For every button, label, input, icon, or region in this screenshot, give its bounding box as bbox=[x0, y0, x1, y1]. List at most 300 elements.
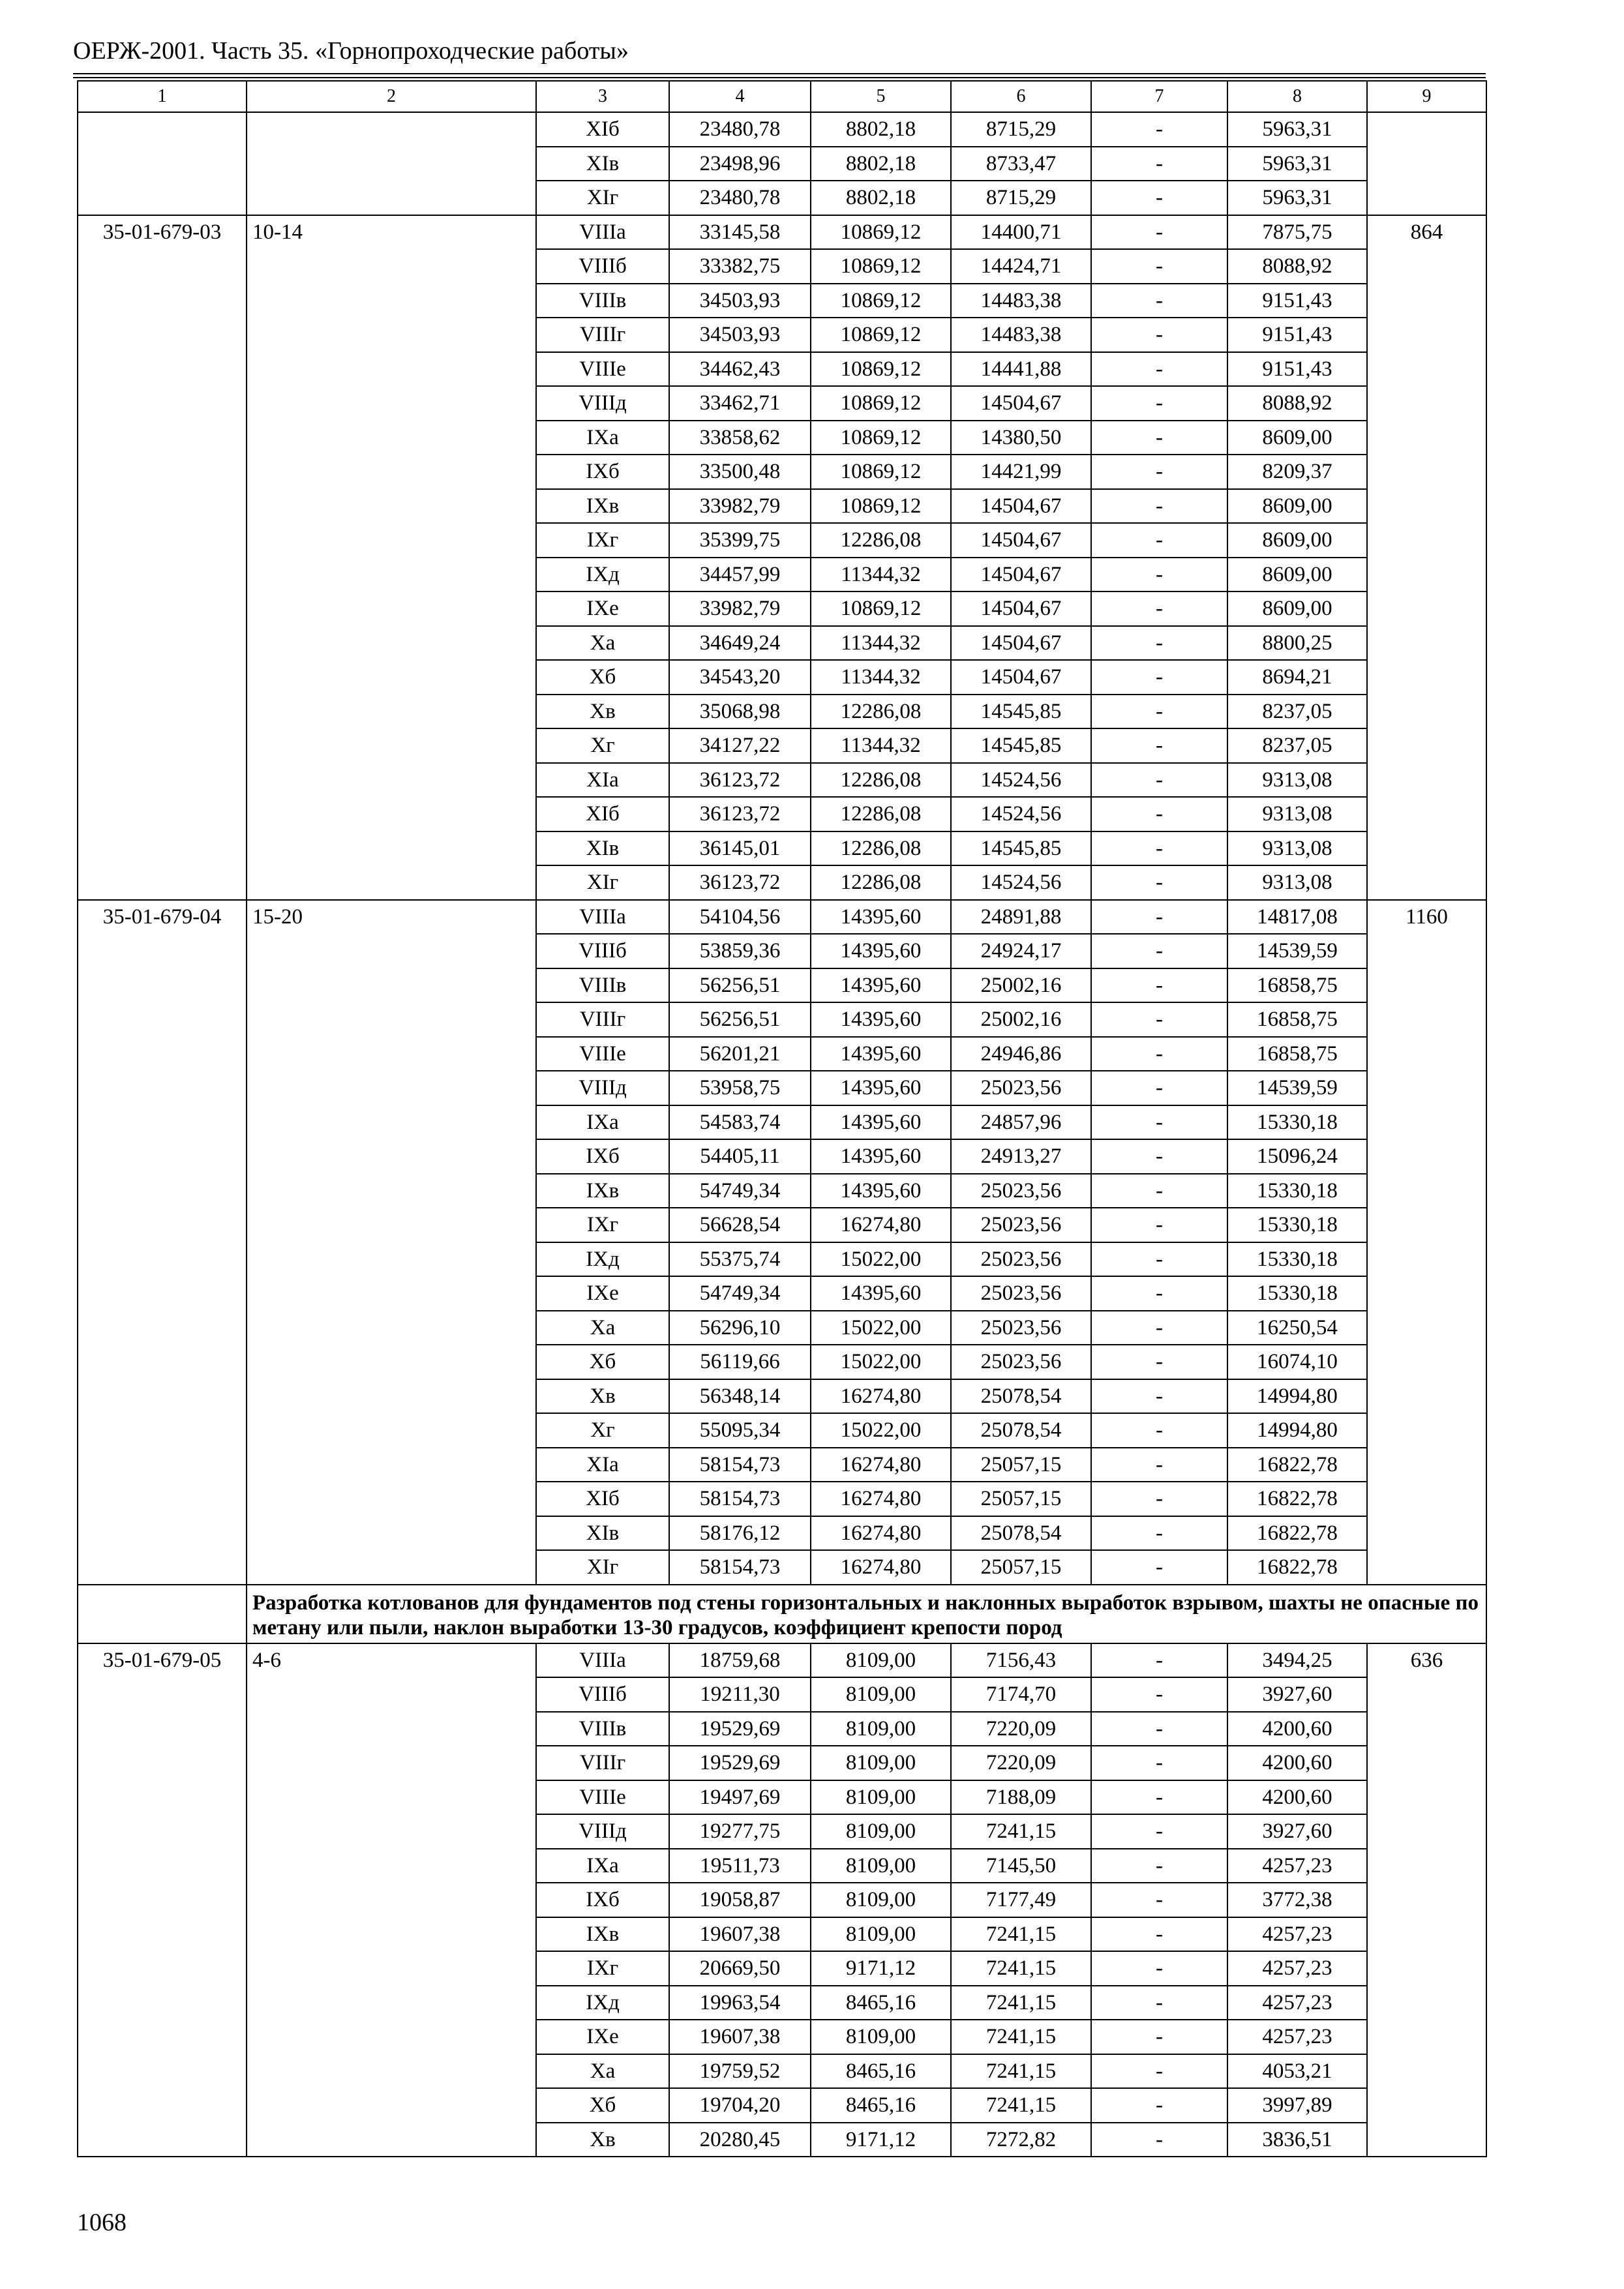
machines-cell: 14504,67 bbox=[951, 591, 1091, 626]
wages-cell: 8109,00 bbox=[811, 1677, 951, 1712]
rock-group-cell: ХIа bbox=[536, 1448, 669, 1482]
materials-cell: 14994,80 bbox=[1227, 1413, 1367, 1448]
total-cost-cell: 34127,22 bbox=[669, 728, 811, 763]
section-title: Разработка котлованов для фундаментов под стены горизонтальных и наклонных выработок взрывом, шахты не опасные по метану или пыли, наклон выработки 13-30 градусов, коэффициент крепости пород bbox=[247, 1585, 1486, 1643]
rock-group-cell: IХв bbox=[536, 489, 669, 524]
machines-cell: 7241,15 bbox=[951, 2020, 1091, 2054]
machines-cell: 8715,29 bbox=[951, 181, 1091, 215]
machines-cell: 8733,47 bbox=[951, 147, 1091, 181]
wages-cell: 11344,32 bbox=[811, 626, 951, 661]
machines-cell: 25002,16 bbox=[951, 968, 1091, 1003]
materials-cell: 15330,18 bbox=[1227, 1242, 1367, 1277]
machines-cell: 14545,85 bbox=[951, 831, 1091, 866]
rock-group-cell: IХа bbox=[536, 421, 669, 455]
drivers-wages-cell: - bbox=[1091, 900, 1227, 935]
column-number-row bbox=[78, 81, 1486, 112]
drivers-wages-cell: - bbox=[1091, 1448, 1227, 1482]
wages-cell: 8109,00 bbox=[811, 1883, 951, 1917]
rock-group-cell: VIIIд bbox=[536, 386, 669, 421]
rock-group-cell: Хв bbox=[536, 1379, 669, 1414]
rock-group-cell: ХIв bbox=[536, 147, 669, 181]
rock-group-cell: VIIIд bbox=[536, 1814, 669, 1849]
materials-cell: 3927,60 bbox=[1227, 1677, 1367, 1712]
drivers-wages-cell: - bbox=[1091, 455, 1227, 489]
total-cost-cell: 19607,38 bbox=[669, 2020, 811, 2054]
drivers-wages-cell: - bbox=[1091, 2088, 1227, 2123]
wages-cell: 15022,00 bbox=[811, 1413, 951, 1448]
total-cost-cell: 19529,69 bbox=[669, 1746, 811, 1780]
machines-cell: 25057,15 bbox=[951, 1482, 1091, 1516]
machines-cell: 25023,56 bbox=[951, 1276, 1091, 1311]
total-cost-cell: 56201,21 bbox=[669, 1037, 811, 1071]
rate-code-cell: 35-01-679-05 bbox=[78, 1643, 247, 2157]
parameter-range-cell bbox=[247, 112, 536, 215]
rock-group-cell: VIIIе bbox=[536, 1780, 669, 1815]
total-cost-cell: 33382,75 bbox=[669, 249, 811, 284]
rock-group-cell: ХIб bbox=[536, 797, 669, 831]
wages-cell: 11344,32 bbox=[811, 558, 951, 592]
drivers-wages-cell: - bbox=[1091, 1643, 1227, 1678]
rock-group-cell: IХе bbox=[536, 1276, 669, 1311]
drivers-wages-cell: - bbox=[1091, 763, 1227, 798]
column-number-3: 3 bbox=[536, 81, 669, 112]
materials-cell: 15330,18 bbox=[1227, 1105, 1367, 1140]
machines-cell: 14483,38 bbox=[951, 318, 1091, 352]
total-cost-cell: 23498,96 bbox=[669, 147, 811, 181]
materials-cell: 16822,78 bbox=[1227, 1482, 1367, 1516]
wages-cell: 14395,60 bbox=[811, 1037, 951, 1071]
total-cost-cell: 56256,51 bbox=[669, 968, 811, 1003]
total-cost-cell: 34543,20 bbox=[669, 660, 811, 695]
machines-cell: 14504,67 bbox=[951, 489, 1091, 524]
drivers-wages-cell: - bbox=[1091, 1311, 1227, 1345]
page-header: ОЕРЖ-2001. Часть 35. «Горнопроходческие работы» bbox=[73, 37, 629, 65]
total-cost-cell: 54104,56 bbox=[669, 900, 811, 935]
wages-cell: 9171,12 bbox=[811, 1951, 951, 1986]
rates-table bbox=[77, 80, 1487, 2157]
wages-cell: 8109,00 bbox=[811, 1746, 951, 1780]
rate-code-cell: 35-01-679-04 bbox=[78, 900, 247, 1585]
materials-cell: 4257,23 bbox=[1227, 2020, 1367, 2054]
parameter-range-cell: 4-6 bbox=[247, 1643, 536, 2157]
machines-cell: 14545,85 bbox=[951, 728, 1091, 763]
drivers-wages-cell: - bbox=[1091, 489, 1227, 524]
rock-group-cell: IХв bbox=[536, 1917, 669, 1952]
materials-cell: 8209,37 bbox=[1227, 455, 1367, 489]
total-cost-cell: 33858,62 bbox=[669, 421, 811, 455]
drivers-wages-cell: - bbox=[1091, 591, 1227, 626]
wages-cell: 8109,00 bbox=[811, 2020, 951, 2054]
drivers-wages-cell: - bbox=[1091, 112, 1227, 147]
wages-cell: 10869,12 bbox=[811, 455, 951, 489]
total-cost-cell: 56256,51 bbox=[669, 1002, 811, 1037]
total-cost-cell: 19759,52 bbox=[669, 2054, 811, 2089]
rock-group-cell: Ха bbox=[536, 626, 669, 661]
drivers-wages-cell: - bbox=[1091, 284, 1227, 318]
machines-cell: 25057,15 bbox=[951, 1550, 1091, 1585]
machines-cell: 7272,82 bbox=[951, 2123, 1091, 2157]
machines-cell: 25023,56 bbox=[951, 1174, 1091, 1208]
page-number: 1068 bbox=[77, 2209, 127, 2236]
total-cost-cell: 56296,10 bbox=[669, 1311, 811, 1345]
materials-cell: 4257,23 bbox=[1227, 1849, 1367, 1883]
machines-cell: 24924,17 bbox=[951, 934, 1091, 968]
drivers-wages-cell: - bbox=[1091, 1550, 1227, 1585]
total-cost-cell: 19277,75 bbox=[669, 1814, 811, 1849]
table-row bbox=[78, 1643, 1486, 1678]
machines-cell: 7220,09 bbox=[951, 1746, 1091, 1780]
rock-group-cell: ХIб bbox=[536, 1482, 669, 1516]
rock-group-cell: IХг bbox=[536, 523, 669, 558]
total-cost-cell: 33982,79 bbox=[669, 489, 811, 524]
machines-cell: 7145,50 bbox=[951, 1849, 1091, 1883]
total-cost-cell: 20669,50 bbox=[669, 1951, 811, 1986]
materials-cell: 5963,31 bbox=[1227, 181, 1367, 215]
rock-group-cell: VIIIб bbox=[536, 934, 669, 968]
rock-group-cell: ХIа bbox=[536, 763, 669, 798]
wages-cell: 10869,12 bbox=[811, 489, 951, 524]
rock-group-cell: ХIб bbox=[536, 112, 669, 147]
machines-cell: 14400,71 bbox=[951, 215, 1091, 250]
column-number-7: 7 bbox=[1091, 81, 1227, 112]
total-cost-cell: 34649,24 bbox=[669, 626, 811, 661]
machines-cell: 7241,15 bbox=[951, 2054, 1091, 2089]
total-cost-cell: 36145,01 bbox=[669, 831, 811, 866]
machines-cell: 25023,56 bbox=[951, 1071, 1091, 1105]
drivers-wages-cell: - bbox=[1091, 1951, 1227, 1986]
rock-group-cell: ХIг bbox=[536, 865, 669, 900]
materials-cell: 9151,43 bbox=[1227, 352, 1367, 387]
wages-cell: 10869,12 bbox=[811, 352, 951, 387]
drivers-wages-cell: - bbox=[1091, 660, 1227, 695]
total-cost-cell: 58176,12 bbox=[669, 1516, 811, 1551]
machines-cell: 7188,09 bbox=[951, 1780, 1091, 1815]
materials-cell: 8237,05 bbox=[1227, 728, 1367, 763]
rock-group-cell: VIIIа bbox=[536, 215, 669, 250]
rock-group-cell: VIIIг bbox=[536, 1002, 669, 1037]
drivers-wages-cell: - bbox=[1091, 1849, 1227, 1883]
rock-group-cell: Хв bbox=[536, 2123, 669, 2157]
total-cost-cell: 36123,72 bbox=[669, 865, 811, 900]
total-cost-cell: 54749,34 bbox=[669, 1174, 811, 1208]
machines-cell: 25078,54 bbox=[951, 1379, 1091, 1414]
materials-cell: 8609,00 bbox=[1227, 558, 1367, 592]
column-number-5: 5 bbox=[811, 81, 951, 112]
materials-cell: 4257,23 bbox=[1227, 1951, 1367, 1986]
rock-group-cell: VIIIв bbox=[536, 284, 669, 318]
machines-cell: 7220,09 bbox=[951, 1712, 1091, 1746]
total-cost-cell: 19511,73 bbox=[669, 1849, 811, 1883]
rock-group-cell: IХб bbox=[536, 1139, 669, 1174]
drivers-wages-cell: - bbox=[1091, 215, 1227, 250]
total-cost-cell: 56628,54 bbox=[669, 1208, 811, 1242]
total-cost-cell: 54405,11 bbox=[669, 1139, 811, 1174]
machines-cell: 7241,15 bbox=[951, 1986, 1091, 2020]
column-number-6: 6 bbox=[951, 81, 1091, 112]
materials-cell: 4200,60 bbox=[1227, 1712, 1367, 1746]
machines-cell: 14504,67 bbox=[951, 626, 1091, 661]
rock-group-cell: VIIIд bbox=[536, 1071, 669, 1105]
total-cost-cell: 55375,74 bbox=[669, 1242, 811, 1277]
total-cost-cell: 34503,93 bbox=[669, 284, 811, 318]
materials-cell: 5963,31 bbox=[1227, 112, 1367, 147]
machines-cell: 14441,88 bbox=[951, 352, 1091, 387]
drivers-wages-cell: - bbox=[1091, 2123, 1227, 2157]
wages-cell: 16274,80 bbox=[811, 1379, 951, 1414]
table-row bbox=[78, 900, 1486, 935]
total-cost-cell: 23480,78 bbox=[669, 112, 811, 147]
wages-cell: 11344,32 bbox=[811, 660, 951, 695]
machines-cell: 24891,88 bbox=[951, 900, 1091, 935]
machines-cell: 25002,16 bbox=[951, 1002, 1091, 1037]
table-row bbox=[78, 215, 1486, 250]
parameter-range-cell: 10-14 bbox=[247, 215, 536, 900]
rock-group-cell: VIIIе bbox=[536, 352, 669, 387]
wages-cell: 14395,60 bbox=[811, 1002, 951, 1037]
machines-cell: 14504,67 bbox=[951, 558, 1091, 592]
wages-cell: 16274,80 bbox=[811, 1516, 951, 1551]
wages-cell: 16274,80 bbox=[811, 1482, 951, 1516]
drivers-wages-cell: - bbox=[1091, 728, 1227, 763]
materials-cell: 16250,54 bbox=[1227, 1311, 1367, 1345]
wages-cell: 10869,12 bbox=[811, 591, 951, 626]
materials-cell: 14539,59 bbox=[1227, 934, 1367, 968]
materials-cell: 9313,08 bbox=[1227, 763, 1367, 798]
materials-cell: 16858,75 bbox=[1227, 1002, 1367, 1037]
total-cost-cell: 58154,73 bbox=[669, 1550, 811, 1585]
drivers-wages-cell: - bbox=[1091, 1712, 1227, 1746]
machines-cell: 14504,67 bbox=[951, 660, 1091, 695]
machines-cell: 24946,86 bbox=[951, 1037, 1091, 1071]
machines-cell: 14524,56 bbox=[951, 865, 1091, 900]
materials-cell: 3772,38 bbox=[1227, 1883, 1367, 1917]
wages-cell: 8802,18 bbox=[811, 147, 951, 181]
wages-cell: 14395,60 bbox=[811, 900, 951, 935]
total-cost-cell: 34457,99 bbox=[669, 558, 811, 592]
table-body bbox=[78, 81, 1486, 2157]
materials-cell: 5963,31 bbox=[1227, 147, 1367, 181]
materials-cell: 4257,23 bbox=[1227, 1986, 1367, 2020]
column-number-4: 4 bbox=[669, 81, 811, 112]
drivers-wages-cell: - bbox=[1091, 934, 1227, 968]
drivers-wages-cell: - bbox=[1091, 1814, 1227, 1849]
column-9-cell: 636 bbox=[1367, 1643, 1486, 2157]
machines-cell: 25078,54 bbox=[951, 1413, 1091, 1448]
wages-cell: 14395,60 bbox=[811, 1174, 951, 1208]
machines-cell: 14524,56 bbox=[951, 797, 1091, 831]
rock-group-cell: IХа bbox=[536, 1849, 669, 1883]
rock-group-cell: Ха bbox=[536, 1311, 669, 1345]
total-cost-cell: 33145,58 bbox=[669, 215, 811, 250]
drivers-wages-cell: - bbox=[1091, 626, 1227, 661]
rock-group-cell: VIIIг bbox=[536, 1746, 669, 1780]
machines-cell: 7241,15 bbox=[951, 1917, 1091, 1952]
rock-group-cell: Хб bbox=[536, 1345, 669, 1379]
wages-cell: 10869,12 bbox=[811, 386, 951, 421]
materials-cell: 9313,08 bbox=[1227, 865, 1367, 900]
total-cost-cell: 56348,14 bbox=[669, 1379, 811, 1414]
rock-group-cell: VIIIв bbox=[536, 968, 669, 1003]
rock-group-cell: Хв bbox=[536, 695, 669, 729]
drivers-wages-cell: - bbox=[1091, 1482, 1227, 1516]
materials-cell: 16822,78 bbox=[1227, 1448, 1367, 1482]
drivers-wages-cell: - bbox=[1091, 797, 1227, 831]
machines-cell: 7177,49 bbox=[951, 1883, 1091, 1917]
drivers-wages-cell: - bbox=[1091, 1917, 1227, 1952]
rock-group-cell: IХе bbox=[536, 591, 669, 626]
materials-cell: 16858,75 bbox=[1227, 968, 1367, 1003]
rock-group-cell: VIIIб bbox=[536, 1677, 669, 1712]
wages-cell: 8109,00 bbox=[811, 1917, 951, 1952]
wages-cell: 10869,12 bbox=[811, 284, 951, 318]
machines-cell: 14483,38 bbox=[951, 284, 1091, 318]
rock-group-cell: Хб bbox=[536, 2088, 669, 2123]
drivers-wages-cell: - bbox=[1091, 865, 1227, 900]
drivers-wages-cell: - bbox=[1091, 1002, 1227, 1037]
wages-cell: 12286,08 bbox=[811, 695, 951, 729]
drivers-wages-cell: - bbox=[1091, 1677, 1227, 1712]
materials-cell: 8609,00 bbox=[1227, 489, 1367, 524]
rock-group-cell: IХа bbox=[536, 1105, 669, 1140]
header-rule bbox=[73, 73, 1486, 74]
wages-cell: 8465,16 bbox=[811, 1986, 951, 2020]
total-cost-cell: 33500,48 bbox=[669, 455, 811, 489]
total-cost-cell: 35068,98 bbox=[669, 695, 811, 729]
rock-group-cell: IХг bbox=[536, 1208, 669, 1242]
wages-cell: 12286,08 bbox=[811, 797, 951, 831]
materials-cell: 15330,18 bbox=[1227, 1174, 1367, 1208]
drivers-wages-cell: - bbox=[1091, 1174, 1227, 1208]
rock-group-cell: IХв bbox=[536, 1174, 669, 1208]
total-cost-cell: 55095,34 bbox=[669, 1413, 811, 1448]
wages-cell: 16274,80 bbox=[811, 1448, 951, 1482]
section-title-spacer bbox=[78, 1585, 247, 1643]
wages-cell: 12286,08 bbox=[811, 763, 951, 798]
machines-cell: 14504,67 bbox=[951, 386, 1091, 421]
total-cost-cell: 33982,79 bbox=[669, 591, 811, 626]
materials-cell: 14817,08 bbox=[1227, 900, 1367, 935]
machines-cell: 24857,96 bbox=[951, 1105, 1091, 1140]
wages-cell: 10869,12 bbox=[811, 421, 951, 455]
materials-cell: 16822,78 bbox=[1227, 1516, 1367, 1551]
column-number-9: 9 bbox=[1367, 81, 1486, 112]
total-cost-cell: 19607,38 bbox=[669, 1917, 811, 1952]
rock-group-cell: VIIIб bbox=[536, 249, 669, 284]
rock-group-cell: IХб bbox=[536, 1883, 669, 1917]
materials-cell: 8609,00 bbox=[1227, 523, 1367, 558]
drivers-wages-cell: - bbox=[1091, 318, 1227, 352]
drivers-wages-cell: - bbox=[1091, 1986, 1227, 2020]
total-cost-cell: 54749,34 bbox=[669, 1276, 811, 1311]
total-cost-cell: 36123,72 bbox=[669, 797, 811, 831]
drivers-wages-cell: - bbox=[1091, 695, 1227, 729]
wages-cell: 11344,32 bbox=[811, 728, 951, 763]
drivers-wages-cell: - bbox=[1091, 1780, 1227, 1815]
total-cost-cell: 19963,54 bbox=[669, 1986, 811, 2020]
rock-group-cell: IХг bbox=[536, 1951, 669, 1986]
machines-cell: 14421,99 bbox=[951, 455, 1091, 489]
total-cost-cell: 34503,93 bbox=[669, 318, 811, 352]
drivers-wages-cell: - bbox=[1091, 831, 1227, 866]
machines-cell: 7241,15 bbox=[951, 1814, 1091, 1849]
machines-cell: 24913,27 bbox=[951, 1139, 1091, 1174]
materials-cell: 3997,89 bbox=[1227, 2088, 1367, 2123]
machines-cell: 7241,15 bbox=[951, 2088, 1091, 2123]
rock-group-cell: Хг bbox=[536, 1413, 669, 1448]
rock-group-cell: VIIIе bbox=[536, 1037, 669, 1071]
wages-cell: 8109,00 bbox=[811, 1814, 951, 1849]
total-cost-cell: 58154,73 bbox=[669, 1482, 811, 1516]
header-rule-double bbox=[73, 77, 1486, 78]
column-9-cell bbox=[1367, 112, 1486, 215]
wages-cell: 10869,12 bbox=[811, 318, 951, 352]
drivers-wages-cell: - bbox=[1091, 968, 1227, 1003]
wages-cell: 14395,60 bbox=[811, 968, 951, 1003]
machines-cell: 25023,56 bbox=[951, 1242, 1091, 1277]
drivers-wages-cell: - bbox=[1091, 1242, 1227, 1277]
rock-group-cell: Хг bbox=[536, 728, 669, 763]
drivers-wages-cell: - bbox=[1091, 1379, 1227, 1414]
rock-group-cell: VIIIа bbox=[536, 900, 669, 935]
rock-group-cell: Ха bbox=[536, 2054, 669, 2089]
materials-cell: 7875,75 bbox=[1227, 215, 1367, 250]
wages-cell: 8109,00 bbox=[811, 1712, 951, 1746]
wages-cell: 8465,16 bbox=[811, 2088, 951, 2123]
column-9-cell: 1160 bbox=[1367, 900, 1486, 1585]
materials-cell: 15330,18 bbox=[1227, 1208, 1367, 1242]
materials-cell: 14539,59 bbox=[1227, 1071, 1367, 1105]
drivers-wages-cell: - bbox=[1091, 147, 1227, 181]
rock-group-cell: IХд bbox=[536, 1986, 669, 2020]
materials-cell: 3494,25 bbox=[1227, 1643, 1367, 1678]
materials-cell: 9313,08 bbox=[1227, 797, 1367, 831]
total-cost-cell: 34462,43 bbox=[669, 352, 811, 387]
wages-cell: 12286,08 bbox=[811, 831, 951, 866]
total-cost-cell: 18759,68 bbox=[669, 1643, 811, 1678]
total-cost-cell: 19704,20 bbox=[669, 2088, 811, 2123]
wages-cell: 14395,60 bbox=[811, 934, 951, 968]
total-cost-cell: 20280,45 bbox=[669, 2123, 811, 2157]
table-row bbox=[78, 112, 1486, 147]
drivers-wages-cell: - bbox=[1091, 2020, 1227, 2054]
wages-cell: 14395,60 bbox=[811, 1105, 951, 1140]
rock-group-cell: IХд bbox=[536, 558, 669, 592]
wages-cell: 12286,08 bbox=[811, 523, 951, 558]
wages-cell: 12286,08 bbox=[811, 865, 951, 900]
rock-group-cell: Хб bbox=[536, 660, 669, 695]
rock-group-cell: ХIг bbox=[536, 181, 669, 215]
wages-cell: 8109,00 bbox=[811, 1643, 951, 1678]
drivers-wages-cell: - bbox=[1091, 558, 1227, 592]
wages-cell: 15022,00 bbox=[811, 1242, 951, 1277]
drivers-wages-cell: - bbox=[1091, 2054, 1227, 2089]
drivers-wages-cell: - bbox=[1091, 249, 1227, 284]
materials-cell: 15096,24 bbox=[1227, 1139, 1367, 1174]
materials-cell: 15330,18 bbox=[1227, 1276, 1367, 1311]
rock-group-cell: ХIв bbox=[536, 1516, 669, 1551]
materials-cell: 4053,21 bbox=[1227, 2054, 1367, 2089]
total-cost-cell: 19211,30 bbox=[669, 1677, 811, 1712]
rock-group-cell: VIIIа bbox=[536, 1643, 669, 1678]
machines-cell: 25023,56 bbox=[951, 1311, 1091, 1345]
drivers-wages-cell: - bbox=[1091, 1037, 1227, 1071]
wages-cell: 10869,12 bbox=[811, 215, 951, 250]
materials-cell: 4200,60 bbox=[1227, 1746, 1367, 1780]
materials-cell: 8694,21 bbox=[1227, 660, 1367, 695]
machines-cell: 25023,56 bbox=[951, 1208, 1091, 1242]
total-cost-cell: 36123,72 bbox=[669, 763, 811, 798]
materials-cell: 4257,23 bbox=[1227, 1917, 1367, 1952]
